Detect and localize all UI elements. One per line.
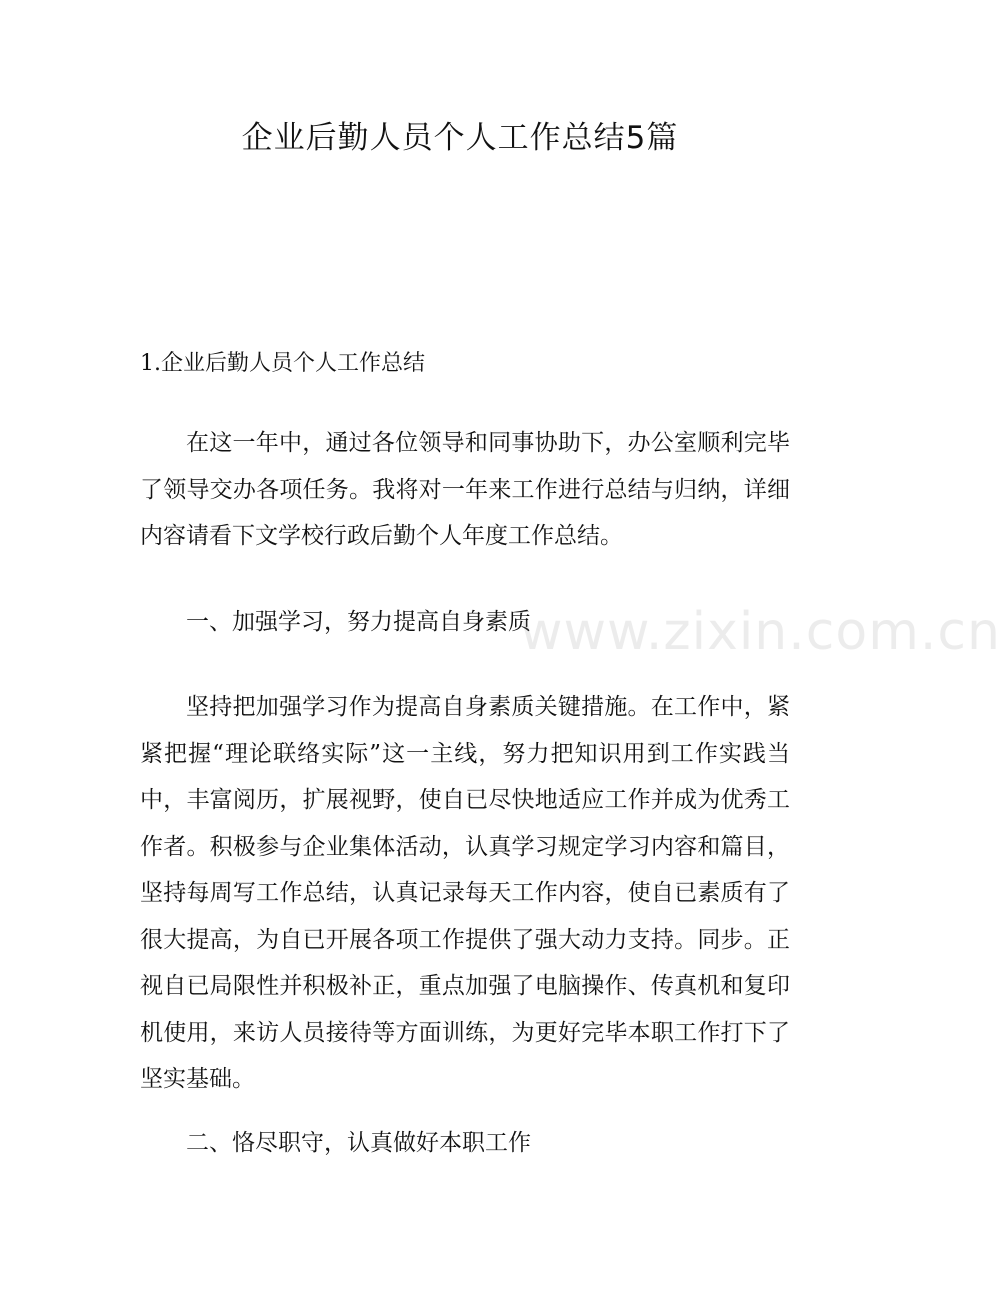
watermark: www.zixin.com.cn xyxy=(520,602,1001,662)
subheading-study: 一、加强学习，努力提高自身素质 xyxy=(186,609,531,635)
body-paragraph: 坚持把加强学习作为提高自身素质关键措施。在工作中，紧紧把握“理论联络实际”这一主线，努力把知识用到工作实践当中，丰富阅历，扩展视野，使自已尽快地适应工作并成为优秀工作者。积极参与企业集体活动，认真学习规定学习内容和篇目，坚持每周写工作总结，认真记录每天工作内容，使自已素质有了很大提高，为自已开展各项工作提供了强大动力支持。同步。正视自已局限性并积极补正，重点加强了电脑操作、传真机和复印机使用，来访人员接待等方面训练，为更好完毕本职工作打下了坚实基础。 xyxy=(140,694,790,1092)
document-title: 企业后勤人员个人工作总结5篇 xyxy=(241,120,679,156)
section-heading: 1.企业后勤人员个人工作总结 xyxy=(140,351,425,376)
intro-paragraph: 在这一年中，通过各位领导和同事协助下，办公室顺利完毕了领导交办各项任务。我将对一年来工作进行总结与归纳，详细内容请看下文学校行政后勤个人年度工作总结。 xyxy=(140,430,790,549)
subheading-duty: 二、恪尽职守，认真做好本职工作 xyxy=(186,1130,531,1156)
